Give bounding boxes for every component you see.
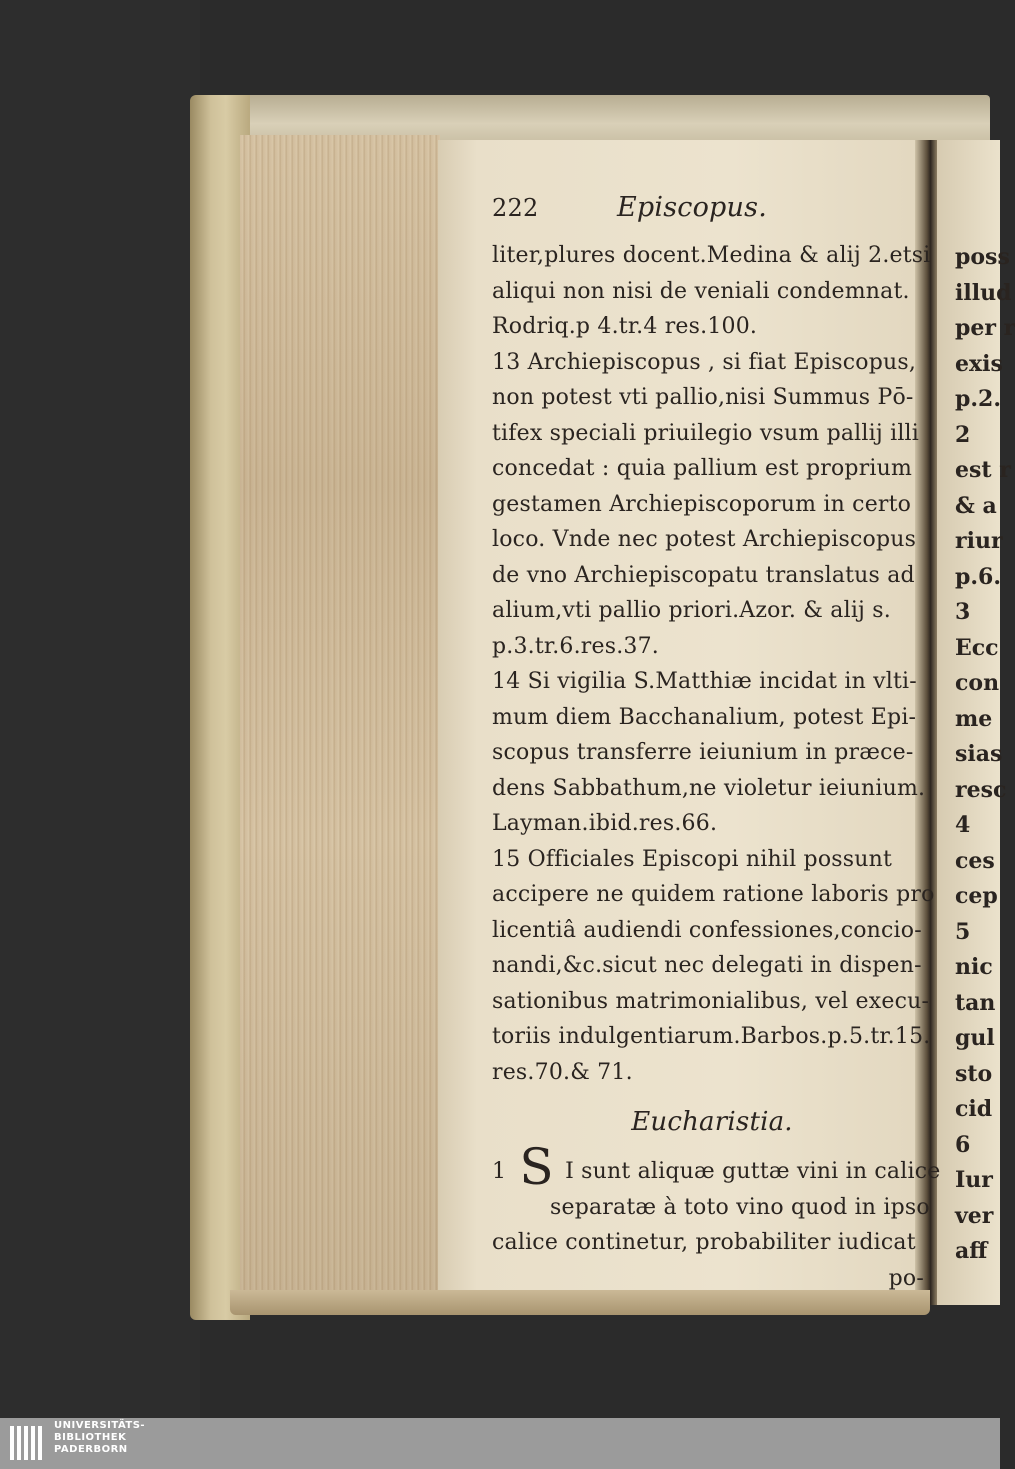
text-line: toriis indulgentiarum.Barbos.p.5.tr.15.: [492, 1024, 931, 1049]
facing-page-text: [955, 240, 1015, 1270]
section-line-text: separatæ à toto vino quod in ipso: [550, 1194, 930, 1220]
page-edges: [240, 135, 440, 1305]
text-line: 13 Archiepiscopus , si fiat Episcopus,: [492, 349, 917, 375]
logo-line: PADERBORN: [54, 1444, 128, 1455]
facing-line: nic: [955, 954, 993, 980]
drop-cap: S: [519, 1138, 554, 1196]
text-line: sationibus matrimonialibus, vel execu-: [492, 988, 930, 1014]
facing-line: cep: [955, 883, 998, 909]
text-line: liter,plures docent.Medina & alij 2.etsi: [492, 243, 931, 268]
text-line: tifex speciali priuilegio vsum pallij illi: [492, 420, 920, 446]
page-header: [492, 190, 932, 238]
text-line: concedat : quia pallium est proprium: [492, 456, 913, 481]
facing-line: Ecc: [955, 634, 999, 661]
text-line: dens Sabbathum,ne violetur ieiunium.: [492, 775, 926, 801]
facing-line: 5: [955, 918, 971, 945]
section-title: Eucharistia.: [631, 1107, 793, 1137]
facing-line: riur: [955, 528, 1003, 554]
body-lines: [492, 238, 935, 1090]
facing-line: est r: [955, 457, 1011, 483]
facing-line: tan: [955, 989, 996, 1016]
background: [0, 0, 200, 1418]
facing-line: illud: [955, 279, 1012, 306]
facing-line: gul: [955, 1025, 995, 1051]
facing-line: p.6.: [955, 563, 1002, 590]
text-line: non potest vti pallio,nisi Summus Pō-: [492, 385, 914, 410]
running-head: Episcopus.: [617, 192, 767, 223]
facing-line: sto: [955, 1060, 993, 1087]
text-line: 14 Si vigilia S.Matthiæ incidat in vlti-: [492, 669, 917, 694]
text-line: alium,vti pallio priori.Azor. & alij s.: [492, 598, 891, 623]
logo-line: UNIVERSITÄTS-: [54, 1420, 146, 1431]
footer-bar: [0, 1418, 1000, 1469]
facing-line: aff: [955, 1238, 988, 1264]
text-line: p.3.tr.6.res.37.: [492, 633, 659, 659]
facing-line: resc: [955, 776, 1007, 803]
facing-line: me: [955, 705, 993, 732]
page-text: [492, 190, 941, 1296]
text-line: licentiâ audiendi confessiones,concio-: [492, 917, 922, 943]
facing-line: 4: [955, 812, 971, 838]
facing-line: con: [955, 670, 1000, 696]
text-line: accipere ne quidem ratione laboris pro: [492, 882, 935, 907]
text-line: nandi,&c.sicut nec delegati in dispen-: [492, 953, 922, 978]
facing-line: ver: [955, 1202, 994, 1229]
item-number: 1: [492, 1159, 507, 1184]
facing-line: exis: [955, 350, 1003, 377]
text-line: gestamen Archiepiscoporum in certo: [492, 491, 912, 517]
text-line: scopus transferre ieiunium in præce-: [492, 740, 914, 765]
facing-line: ces: [955, 847, 995, 874]
facing-line: 3: [955, 599, 971, 625]
text-line: Layman.ibid.res.66.: [492, 811, 718, 836]
section-line: [492, 1138, 941, 1196]
section-line: [492, 1225, 932, 1261]
text-line: mum diem Bacchanalium, potest Epi-: [492, 704, 917, 730]
facing-line: per r: [955, 315, 1015, 341]
section-line-text: calice continetur, probabiliter iudicat: [492, 1230, 916, 1255]
facing-line: p.2.: [955, 386, 1002, 412]
text-line: res.70.& 71.: [492, 1059, 633, 1085]
university-library-paderborn-mark-icon: [8, 1422, 50, 1464]
facing-line: poss: [955, 244, 1010, 270]
catchword: po-: [888, 1265, 924, 1291]
text-line: de vno Archiepiscopatu translatus ad: [492, 562, 915, 588]
facing-line: cid: [955, 1096, 993, 1122]
facing-line: & a: [955, 492, 997, 519]
library-logo-text: [54, 1420, 145, 1456]
text-line: loco. Vnde nec potest Archiepiscopus: [492, 527, 917, 552]
facing-line: Iur: [955, 1167, 993, 1193]
text-line: 15 Officiales Episcopi nihil possunt: [492, 846, 893, 872]
text-line: Rodriq.p 4.tr.4 res.100.: [492, 314, 758, 339]
logo-line: BIBLIOTHEK: [54, 1432, 127, 1443]
facing-line: sias: [955, 741, 1003, 767]
facing-line: 2: [955, 421, 971, 448]
facing-line: 6: [955, 1131, 971, 1158]
text-line: aliqui non nisi de veniali condemnat.: [492, 278, 910, 304]
page-number: 222: [492, 194, 539, 222]
section-line-text: I sunt aliquæ guttæ vini in calice: [565, 1159, 941, 1184]
section-line: [492, 1190, 932, 1226]
